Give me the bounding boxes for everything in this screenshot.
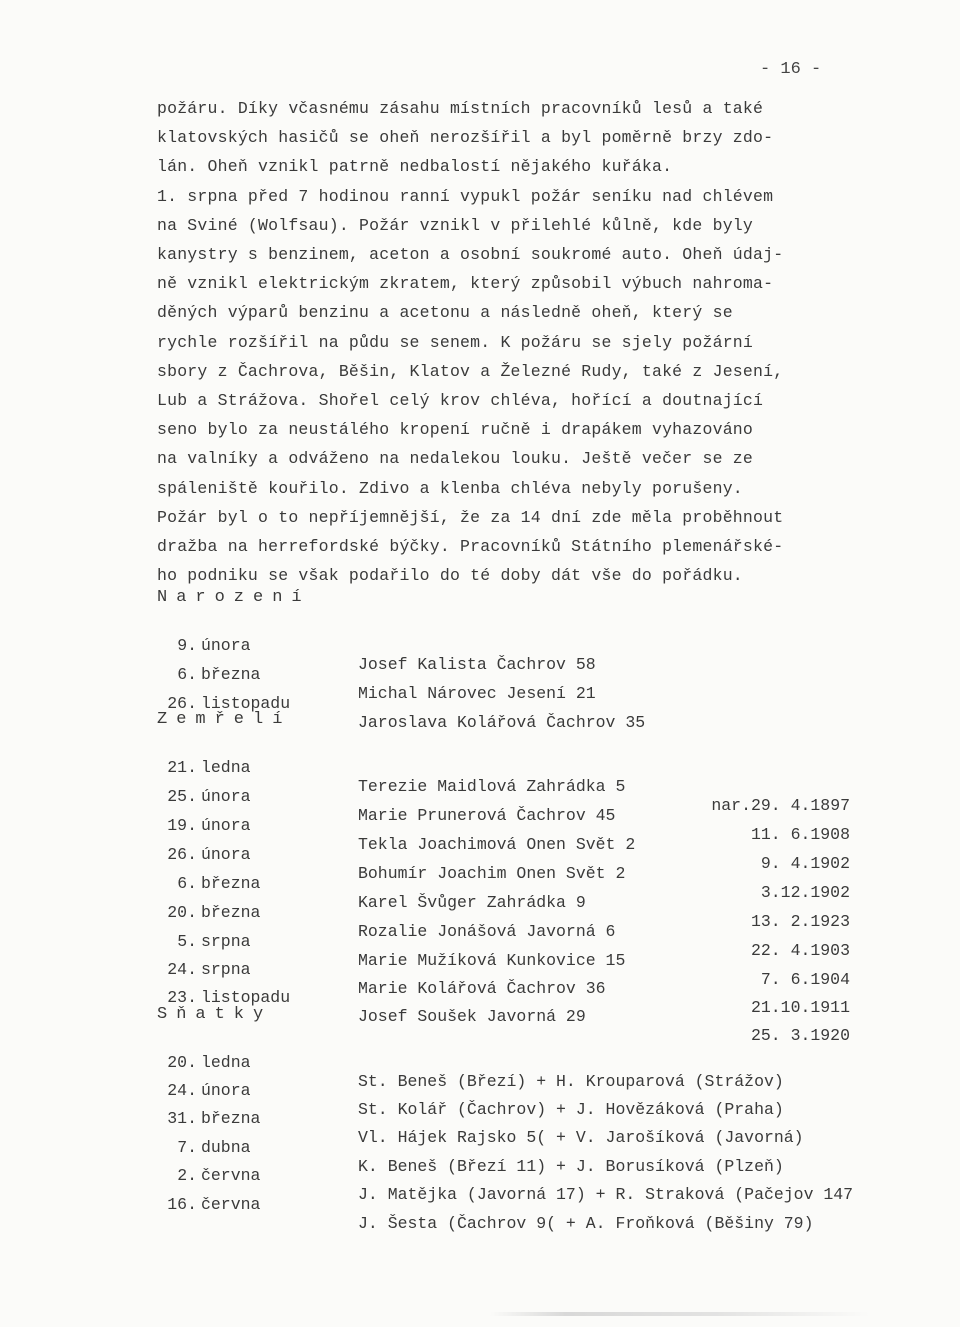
day: 20. bbox=[167, 903, 197, 922]
births-title: Narození bbox=[157, 588, 311, 607]
month: února bbox=[201, 636, 251, 655]
day: 5. bbox=[177, 932, 197, 951]
birth-date: 9. 4.1902 bbox=[760, 854, 850, 873]
paragraph-line: požáru. Díky včasnému zásahu místních pracovníků lesů a také bbox=[157, 99, 764, 118]
day: 26. bbox=[167, 694, 197, 713]
birth-date: 11. 6.1908 bbox=[750, 825, 850, 844]
paragraph-line: kanystry s benzinem, aceton a osobní soukromé auto. Oheň údaj- bbox=[157, 245, 784, 265]
birth-date: 7. 6.1904 bbox=[760, 970, 850, 989]
birth-date: 21.10.1911 bbox=[750, 998, 850, 1017]
deaths-title: Zemřelí bbox=[157, 710, 292, 729]
paragraph-line: Požár byl o to nepříjemnější, že za 14 dní zde měla proběhnout bbox=[157, 507, 784, 527]
month: února bbox=[201, 816, 251, 835]
day: 9. bbox=[177, 636, 197, 655]
couple: K. Beneš (Březí 11) + J. Borusíková (Plzeň) bbox=[358, 1157, 784, 1176]
marriage-row bbox=[0, 1176, 960, 1233]
birth-row bbox=[0, 646, 960, 703]
day: 24. bbox=[167, 1081, 197, 1100]
day: 16. bbox=[167, 1195, 197, 1214]
paragraph-line: seno bylo za neustálého kropení ručně i drapákem vyhazováno bbox=[157, 420, 753, 440]
month: března bbox=[201, 1109, 261, 1128]
person: Karel Švůger Zahrádka 9 bbox=[358, 893, 586, 912]
birth-date: 25. 3.1920 bbox=[750, 1026, 850, 1045]
day: 2. bbox=[177, 1166, 197, 1185]
month: ledna bbox=[201, 758, 251, 777]
month: března bbox=[201, 903, 261, 922]
paragraph-line: rychle rozšířil na půdu se senem. K požáru se sjely požární bbox=[157, 332, 753, 352]
scan-edge-shadow bbox=[490, 1312, 870, 1316]
person: Jaroslava Kolářová Čachrov 35 bbox=[358, 713, 646, 732]
person: Josef Soušek Javorná 29 bbox=[358, 1007, 586, 1026]
month: dubna bbox=[201, 1138, 251, 1157]
couple: J. Matějka (Javorná 17) + R. Straková (Pačejov 147 bbox=[358, 1185, 854, 1204]
day: 31. bbox=[167, 1109, 197, 1128]
day: 21. bbox=[167, 758, 197, 777]
birth-row bbox=[0, 617, 960, 674]
couple: Vl. Hájek Rajsko 5( + V. Jarošíková (Javorná) bbox=[358, 1128, 804, 1147]
couple: J. Šesta (Čachrov 9( + A. Froňková (Běšiny 79) bbox=[358, 1214, 814, 1233]
paragraph-line: dražba na herrefordské býčky. Pracovníků Státního plemenářské- bbox=[157, 537, 784, 557]
paragraph-line: Lub a Strážova. Shořel celý krov chléva, hořící a doutnající bbox=[157, 391, 764, 411]
month: června bbox=[201, 1195, 261, 1214]
month: listopadu bbox=[201, 988, 291, 1007]
couple: St. Beneš (Březí) + H. Krouparová (Strážov) bbox=[358, 1072, 784, 1091]
paragraph-line: ho podniku se však podařilo do té doby dát vše do pořádku. bbox=[157, 566, 743, 586]
person: Michal Nárovec Jesení 21 bbox=[358, 684, 596, 703]
person: Josef Kalista Čachrov 58 bbox=[358, 655, 596, 674]
paragraph-line: ně vznikl elektrickým zkratem, který způsobil výbuch nahroma- bbox=[157, 274, 774, 294]
month: ledna bbox=[201, 1053, 251, 1072]
paragraph-line: klatovských hasičů se oheň nerozšířil a byl poměrně brzy zdo- bbox=[157, 128, 774, 148]
day: 20. bbox=[167, 1053, 197, 1072]
paragraph-line: sbory z Čachrova, Běšin, Klatov a Železné Rudy, také z Jesení, bbox=[157, 361, 784, 381]
day: 7. bbox=[177, 1138, 197, 1157]
month: srpna bbox=[201, 960, 251, 979]
person: Marie Mužíková Kunkovice 15 bbox=[358, 951, 626, 970]
person: Bohumír Joachim Onen Svět 2 bbox=[358, 864, 626, 883]
person: Tekla Joachimová Onen Svět 2 bbox=[358, 835, 636, 854]
day: 26. bbox=[167, 845, 197, 864]
month: srpna bbox=[201, 932, 251, 951]
day: 23. bbox=[167, 988, 197, 1007]
page-number: - 16 - bbox=[760, 60, 822, 79]
month: února bbox=[201, 787, 251, 806]
day: 25. bbox=[167, 787, 197, 806]
person: Rozalie Jonášová Javorná 6 bbox=[358, 922, 616, 941]
month: března bbox=[201, 874, 261, 893]
paragraph-line: na valníky a odváženo na nedalekou louku. Ještě večer se ze bbox=[157, 449, 753, 469]
paragraph-line: 1. srpna před 7 hodinou ranní vypukl požár seníku nad chlévem bbox=[157, 186, 774, 206]
birth-date: 3.12.1902 bbox=[760, 883, 850, 902]
day: 6. bbox=[177, 665, 197, 684]
couple: St. Kolář (Čachrov) + J. Hovězáková (Praha) bbox=[358, 1100, 784, 1119]
month: března bbox=[201, 665, 261, 684]
birth-date: 13. 2.1923 bbox=[750, 912, 850, 931]
marriage-row bbox=[0, 1090, 960, 1147]
person: Marie Kolářová Čachrov 36 bbox=[358, 979, 606, 998]
marriages-title: Sňatky bbox=[157, 1005, 273, 1024]
day: 24. bbox=[167, 960, 197, 979]
paragraph-line: spáleniště kouřilo. Zdivo a klenba chléva nebyly porušeny. bbox=[157, 478, 743, 498]
day: 6. bbox=[177, 874, 197, 893]
birth-date: 22. 4.1903 bbox=[750, 941, 850, 960]
paragraph-line: na Sviné (Wolfsau). Požár vznikl v přilehlé kůlně, kde byly bbox=[157, 215, 753, 235]
paragraph-line: děných výparů benzinu a acetonu a následně oheň, který se bbox=[157, 303, 733, 323]
month: června bbox=[201, 1166, 261, 1185]
day: 19. bbox=[167, 816, 197, 835]
person: Terezie Maidlová Zahrádka 5 bbox=[358, 777, 626, 796]
month: února bbox=[201, 845, 251, 864]
marriage-row bbox=[0, 1147, 960, 1204]
month: listopadu bbox=[201, 694, 291, 713]
paragraph-line: lán. Oheň vznikl patrně nedbalostí nějakého kuřáka. bbox=[157, 157, 673, 177]
person: Marie Prunerová Čachrov 45 bbox=[358, 806, 616, 825]
birth-date: nar.29. 4.1897 bbox=[711, 796, 850, 815]
body-paragraph bbox=[157, 94, 877, 590]
month: února bbox=[201, 1081, 251, 1100]
